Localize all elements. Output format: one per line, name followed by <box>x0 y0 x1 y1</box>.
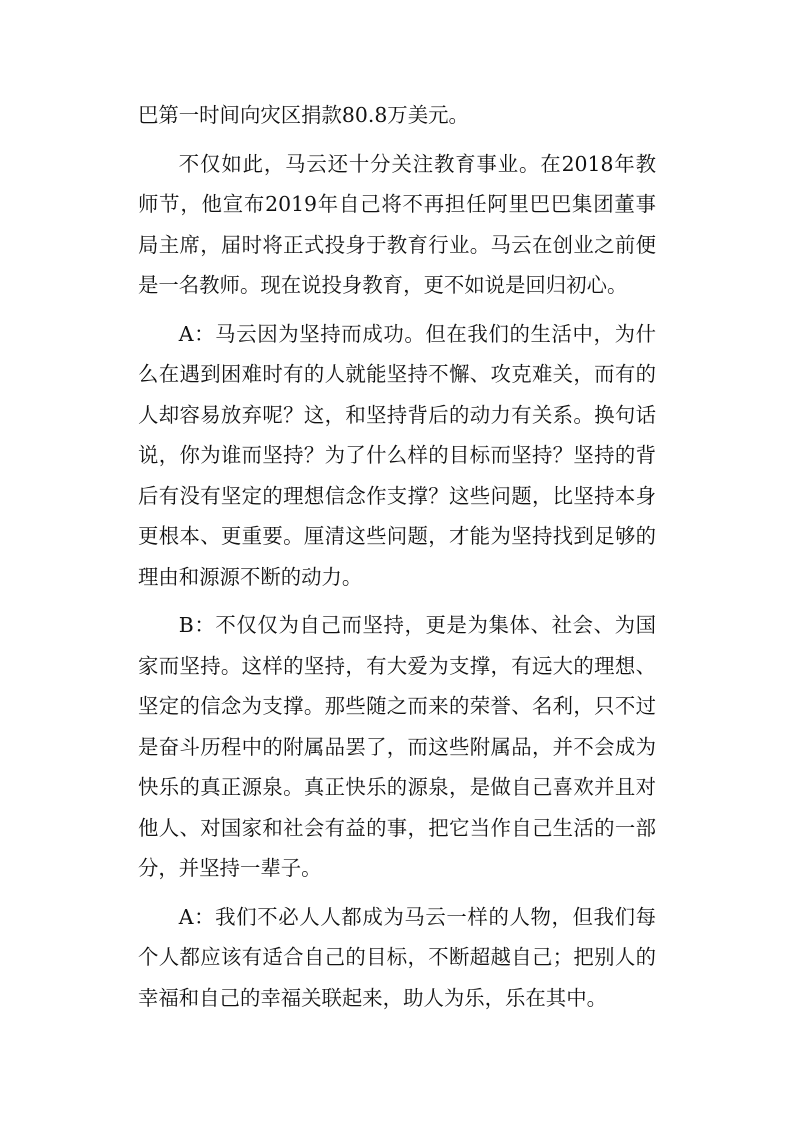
paragraph-speaker-a-conclusion: A：我们不必人人都成为马云一样的人物，但我们每个人都应该有适合自己的目标，不断超越自己；把别人的幸福和自己的幸福关联起来，助人为乐，乐在其中。 <box>138 904 656 1010</box>
body-text <box>138 95 656 1026</box>
paragraph-education: 不仅如此，马云还十分关注教育事业。在2018年教师节，他宣布2019年自己将不再担任阿里巴巴集团董事局主席，届时将正式投身于教育行业。马云在创业之前便是一名教师。现在说投身教育，更不如说是回归初心。 <box>138 151 656 297</box>
paragraph-donation-continuation: 巴第一时间向灾区捐款80.8万美元。 <box>138 103 469 127</box>
paragraph-speaker-a-motivation: A：马云因为坚持而成功。但在我们的生活中，为什么在遇到困难时有的人就能坚持不懈、攻克难关，而有的人却容易放弃呢？这，和坚持背后的动力有关系。换句话说，你为谁而坚持？为了什么样的目标而坚持？坚持的背后有没有坚定的理想信念作支撑？这些问题，比坚持本身更根本、更重要。厘清这些问题，才能为坚持找到足够的理由和源源不断的动力。 <box>138 321 656 589</box>
paragraph-speaker-b-purpose: B：不仅仅为自己而坚持，更是为集体、社会、为国家而坚持。这样的坚持，有大爱为支撑，有远大的理想、坚定的信念为支撑。那些随之而来的荣誉、名利，只不过是奋斗历程中的附属品罢了，而这些附属品，并不会成为快乐的真正源泉。真正快乐的源泉，是做自己喜欢并且对他人、对国家和社会有益的事，把它当作自己生活的一部分，并坚持一辈子。 <box>138 613 656 880</box>
